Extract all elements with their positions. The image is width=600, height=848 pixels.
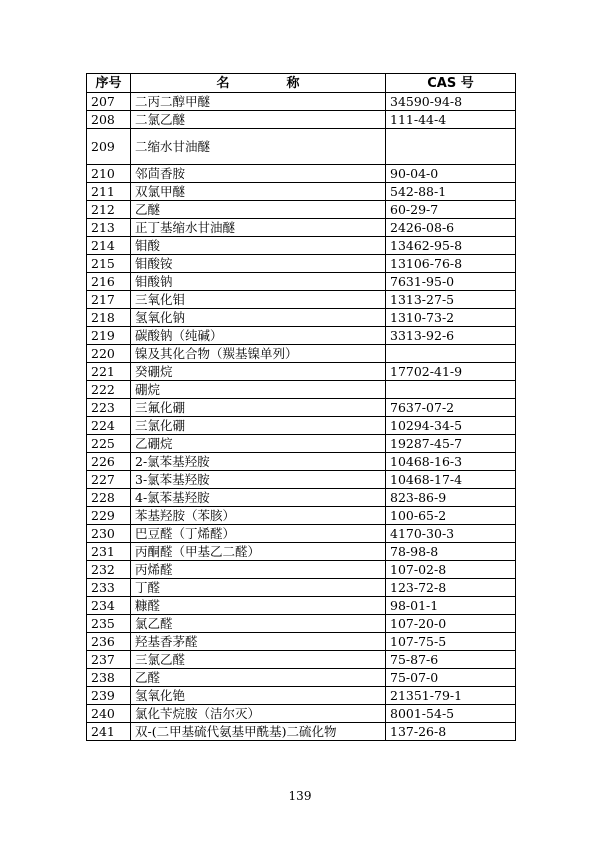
cell-cas-number: 107-02-8	[386, 561, 516, 579]
cell-cas-number: 13462-95-8	[386, 237, 516, 255]
cell-name: 乙醚	[131, 201, 386, 219]
cell-cas-number: 137-26-8	[386, 723, 516, 741]
cell-serial-number: 216	[87, 273, 131, 291]
table-row	[87, 723, 516, 741]
cell-serial-number: 214	[87, 237, 131, 255]
cell-cas-number: 90-04-0	[386, 165, 516, 183]
cell-name: 三氯化硼	[131, 417, 386, 435]
cell-name: 碳酸钠（纯碱）	[131, 327, 386, 345]
table-row	[87, 129, 516, 165]
table-row	[87, 273, 516, 291]
cell-name: 正丁基缩水甘油醚	[131, 219, 386, 237]
cell-cas-number: 7637-07-2	[386, 399, 516, 417]
cell-cas-number: 111-44-4	[386, 111, 516, 129]
cell-cas-number: 75-87-6	[386, 651, 516, 669]
cell-name: 钼酸铵	[131, 255, 386, 273]
cell-cas-number: 542-88-1	[386, 183, 516, 201]
cell-name: 邻茴香胺	[131, 165, 386, 183]
table-row	[87, 597, 516, 615]
cell-cas-number: 107-20-0	[386, 615, 516, 633]
table-row	[87, 327, 516, 345]
cell-cas-number: 1313-27-5	[386, 291, 516, 309]
table-row	[87, 579, 516, 597]
cell-name: 羟基香茅醛	[131, 633, 386, 651]
cell-serial-number: 232	[87, 561, 131, 579]
cell-serial-number: 210	[87, 165, 131, 183]
cell-serial-number: 228	[87, 489, 131, 507]
table-row	[87, 669, 516, 687]
cell-name: 钼酸钠	[131, 273, 386, 291]
cell-serial-number: 226	[87, 453, 131, 471]
table-header-row	[87, 74, 516, 93]
table-row	[87, 363, 516, 381]
cell-serial-number: 237	[87, 651, 131, 669]
table-row	[87, 165, 516, 183]
table-row	[87, 381, 516, 399]
cell-cas-number: 10468-16-3	[386, 453, 516, 471]
cell-cas-number: 4170-30-3	[386, 525, 516, 543]
cell-serial-number: 236	[87, 633, 131, 651]
table-row	[87, 687, 516, 705]
cell-name: 苯基羟胺（苯胲）	[131, 507, 386, 525]
table-row	[87, 417, 516, 435]
cell-cas-number: 60-29-7	[386, 201, 516, 219]
page-number: 139	[288, 789, 312, 803]
table-row	[87, 255, 516, 273]
cell-name: 二缩水甘油醚	[131, 129, 386, 165]
cell-cas-number: 34590-94-8	[386, 93, 516, 111]
cell-serial-number: 212	[87, 201, 131, 219]
cell-name: 硼烷	[131, 381, 386, 399]
cell-serial-number: 220	[87, 345, 131, 363]
cell-cas-number: 100-65-2	[386, 507, 516, 525]
cell-cas-number: 10294-34-5	[386, 417, 516, 435]
table-row	[87, 633, 516, 651]
cell-cas-number	[386, 129, 516, 165]
cell-cas-number: 107-75-5	[386, 633, 516, 651]
table-row	[87, 489, 516, 507]
cell-serial-number: 233	[87, 579, 131, 597]
cell-serial-number: 215	[87, 255, 131, 273]
cell-serial-number: 224	[87, 417, 131, 435]
cell-serial-number: 209	[87, 129, 131, 165]
cell-cas-number: 823-86-9	[386, 489, 516, 507]
table-body	[87, 93, 516, 741]
cell-serial-number: 211	[87, 183, 131, 201]
cell-name: 三氯乙醛	[131, 651, 386, 669]
cell-cas-number: 19287-45-7	[386, 435, 516, 453]
cell-name: 4-氯苯基羟胺	[131, 489, 386, 507]
table-row	[87, 651, 516, 669]
table-row	[87, 615, 516, 633]
cell-name: 氢氧化铯	[131, 687, 386, 705]
cell-cas-number: 98-01-1	[386, 597, 516, 615]
cell-serial-number: 221	[87, 363, 131, 381]
cell-name: 乙醛	[131, 669, 386, 687]
cell-serial-number: 231	[87, 543, 131, 561]
cell-cas-number: 13106-76-8	[386, 255, 516, 273]
cell-serial-number: 219	[87, 327, 131, 345]
cell-serial-number: 225	[87, 435, 131, 453]
cell-serial-number: 234	[87, 597, 131, 615]
cell-name: 氯化苄烷胺（洁尔灭）	[131, 705, 386, 723]
cell-cas-number: 2426-08-6	[386, 219, 516, 237]
cell-serial-number: 213	[87, 219, 131, 237]
cell-serial-number: 229	[87, 507, 131, 525]
cell-cas-number: 75-07-0	[386, 669, 516, 687]
table-row	[87, 111, 516, 129]
cell-serial-number: 239	[87, 687, 131, 705]
cell-cas-number: 21351-79-1	[386, 687, 516, 705]
table-row	[87, 93, 516, 111]
cell-cas-number	[386, 381, 516, 399]
cell-name: 丙烯醛	[131, 561, 386, 579]
cell-serial-number: 238	[87, 669, 131, 687]
cell-serial-number: 227	[87, 471, 131, 489]
chemical-list-table	[86, 73, 516, 741]
cell-name: 双-(二甲基硫代氨基甲酰基)二硫化物	[131, 723, 386, 741]
cell-name: 双氯甲醚	[131, 183, 386, 201]
table-row	[87, 435, 516, 453]
table-row	[87, 399, 516, 417]
table-row	[87, 471, 516, 489]
cell-serial-number: 230	[87, 525, 131, 543]
cell-serial-number: 241	[87, 723, 131, 741]
cell-name: 三氧化钼	[131, 291, 386, 309]
table-row	[87, 525, 516, 543]
cell-cas-number: 123-72-8	[386, 579, 516, 597]
table-row	[87, 705, 516, 723]
cell-name: 氢氧化钠	[131, 309, 386, 327]
cell-name: 二丙二醇甲醚	[131, 93, 386, 111]
cell-cas-number	[386, 345, 516, 363]
cell-name: 镍及其化合物（羰基镍单列）	[131, 345, 386, 363]
cell-name: 乙硼烷	[131, 435, 386, 453]
table-row	[87, 543, 516, 561]
header-cas-number: CAS 号	[386, 74, 516, 93]
table-row	[87, 309, 516, 327]
table-row	[87, 291, 516, 309]
table-row	[87, 345, 516, 363]
cell-serial-number: 240	[87, 705, 131, 723]
cell-cas-number: 78-98-8	[386, 543, 516, 561]
table-row	[87, 219, 516, 237]
cell-name: 巴豆醛（丁烯醛）	[131, 525, 386, 543]
cell-cas-number: 3313-92-6	[386, 327, 516, 345]
cell-name: 丙酮醛（甲基乙二醛）	[131, 543, 386, 561]
cell-name: 钼酸	[131, 237, 386, 255]
cell-name: 2-氯苯基羟胺	[131, 453, 386, 471]
cell-cas-number: 8001-54-5	[386, 705, 516, 723]
table-row	[87, 183, 516, 201]
cell-serial-number: 208	[87, 111, 131, 129]
header-serial-number: 序号	[87, 74, 131, 93]
cell-name: 癸硼烷	[131, 363, 386, 381]
table-row	[87, 507, 516, 525]
cell-serial-number: 223	[87, 399, 131, 417]
cell-cas-number: 1310-73-2	[386, 309, 516, 327]
cell-cas-number: 17702-41-9	[386, 363, 516, 381]
table-row	[87, 201, 516, 219]
cell-serial-number: 222	[87, 381, 131, 399]
cell-name: 氯乙醛	[131, 615, 386, 633]
cell-serial-number: 235	[87, 615, 131, 633]
table-row	[87, 453, 516, 471]
cell-serial-number: 207	[87, 93, 131, 111]
cell-name: 3-氯苯基羟胺	[131, 471, 386, 489]
cell-serial-number: 217	[87, 291, 131, 309]
cell-name: 丁醛	[131, 579, 386, 597]
cell-name: 二氯乙醚	[131, 111, 386, 129]
header-name: 名 称	[131, 74, 386, 93]
cell-serial-number: 218	[87, 309, 131, 327]
cell-cas-number: 7631-95-0	[386, 273, 516, 291]
cell-cas-number: 10468-17-4	[386, 471, 516, 489]
table-row	[87, 237, 516, 255]
cell-name: 糠醛	[131, 597, 386, 615]
cell-name: 三氟化硼	[131, 399, 386, 417]
table-row	[87, 561, 516, 579]
